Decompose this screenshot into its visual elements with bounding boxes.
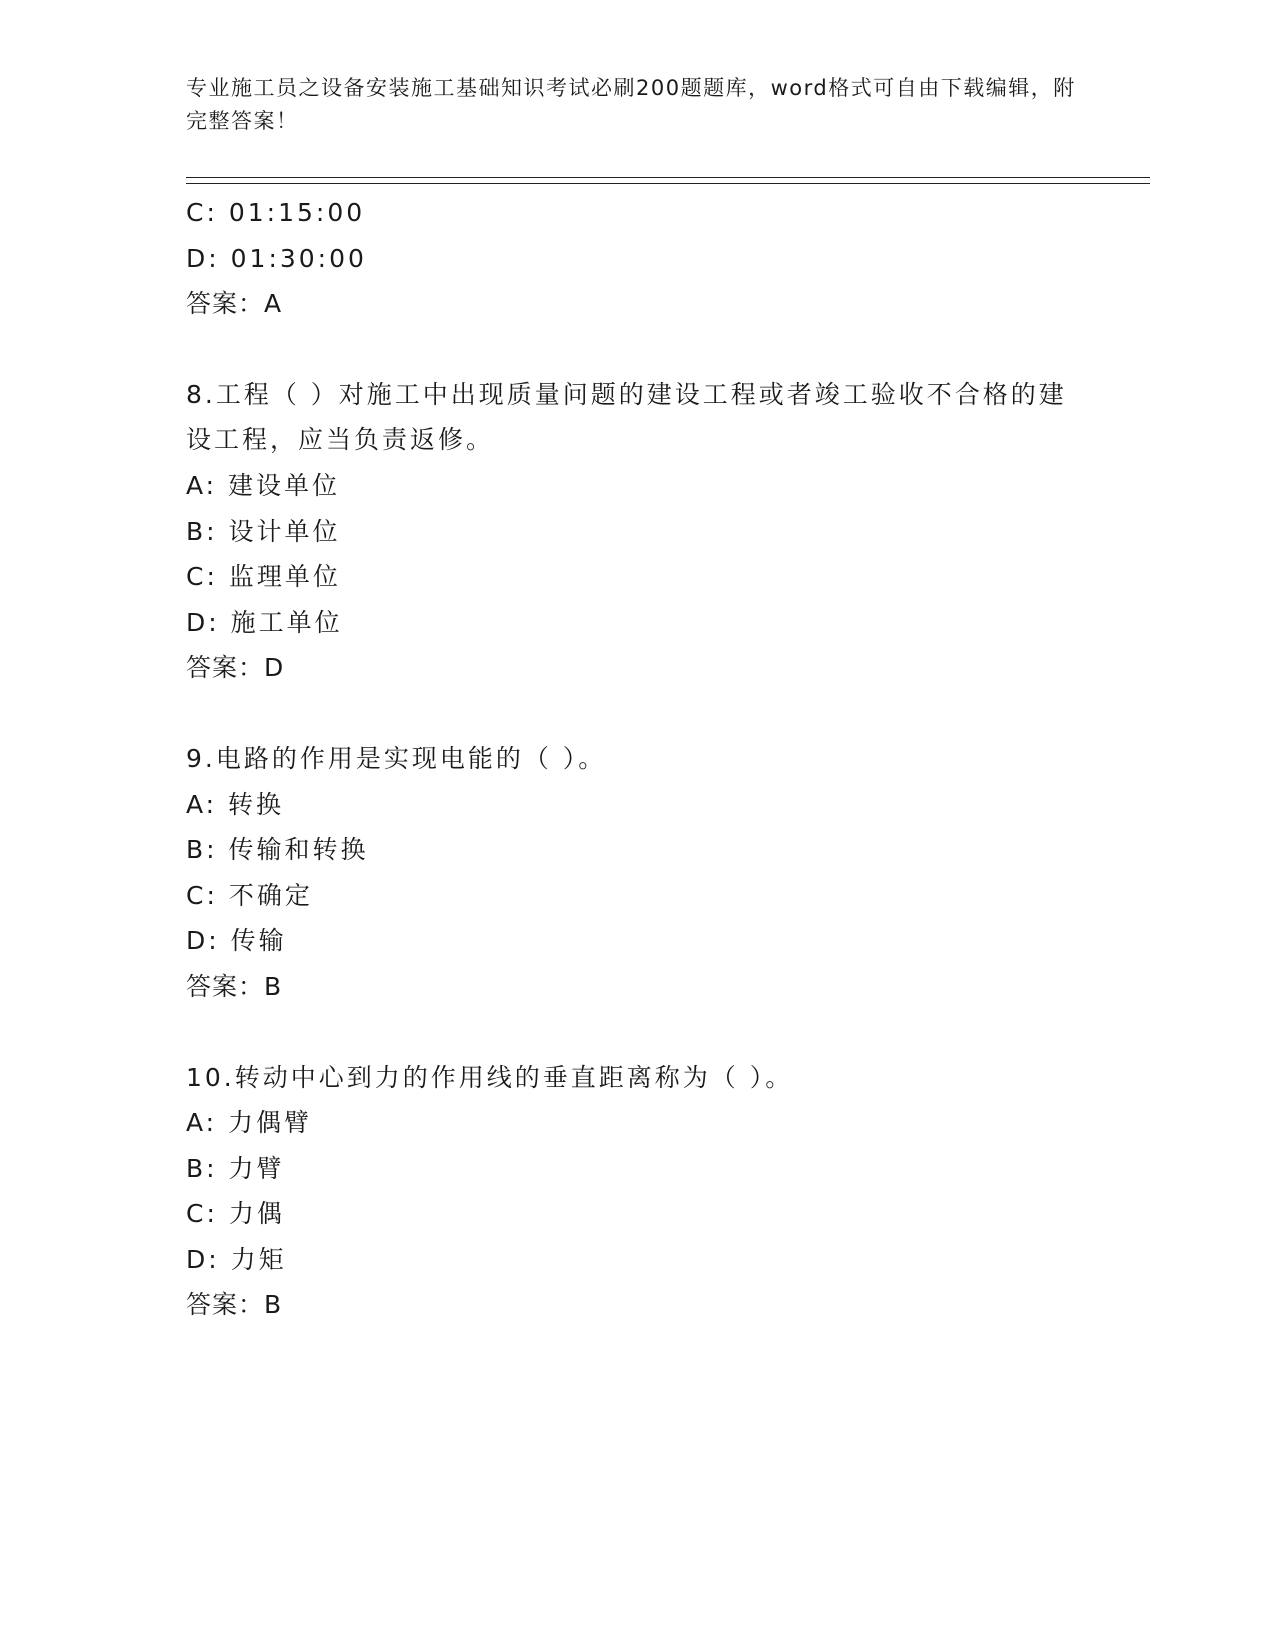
option-b xyxy=(186,1146,1086,1192)
option-text: 力矩 xyxy=(230,1244,287,1274)
option-label: D: xyxy=(186,926,220,956)
option-a xyxy=(186,463,1086,509)
option-label: D: xyxy=(186,1244,220,1274)
question-8 xyxy=(186,372,1086,691)
question-9 xyxy=(186,736,1086,1010)
document-header: 专业施工员之设备安装施工基础知识考试必刷200题题库，word格式可自由下载编辑，附完整答案！ xyxy=(186,76,1076,133)
answer: 答案：D xyxy=(186,653,285,683)
option-c xyxy=(186,1191,1086,1237)
option-d xyxy=(186,918,1086,964)
option-a xyxy=(186,782,1086,828)
answer: 答案：B xyxy=(186,971,283,1001)
option-label: A: xyxy=(186,470,218,500)
option-a xyxy=(186,1100,1086,1146)
option-text: 01:15:00 xyxy=(228,198,366,227)
option-d xyxy=(186,600,1086,646)
option-text: 设计单位 xyxy=(228,516,341,546)
option-d xyxy=(186,1237,1086,1283)
option-text: 力偶臂 xyxy=(228,1108,313,1138)
answer: 答案：A xyxy=(186,289,283,319)
option-d xyxy=(186,236,1086,282)
option-c xyxy=(186,554,1086,600)
question-stem: 10.转动中心到力的作用线的垂直距离称为（ ）。 xyxy=(186,1062,794,1092)
option-label: C: xyxy=(186,1199,218,1229)
question-stem: 8.工程（ ）对施工中出现质量问题的建设工程或者竣工验收不合格的建设工程，应当负责返修。 xyxy=(186,379,1067,455)
answer: 答案：B xyxy=(186,1290,283,1320)
option-text: 力臂 xyxy=(228,1153,285,1183)
option-label: A: xyxy=(186,1108,218,1138)
option-label: B: xyxy=(186,516,218,546)
option-text: 01:30:00 xyxy=(230,243,367,273)
option-label: A: xyxy=(186,789,218,819)
option-b xyxy=(186,827,1086,873)
option-label: D: xyxy=(186,607,220,637)
question-content xyxy=(186,190,1086,1328)
option-text: 转换 xyxy=(228,789,285,819)
option-label: C: xyxy=(186,880,218,910)
option-text: 传输 xyxy=(230,926,287,956)
option-text: 施工单位 xyxy=(230,607,343,637)
option-label: D: xyxy=(186,243,220,273)
option-text: 力偶 xyxy=(228,1199,285,1229)
option-text: 传输和转换 xyxy=(228,835,369,865)
option-label: C: xyxy=(186,198,218,227)
previous-question-tail xyxy=(186,190,1086,327)
option-b xyxy=(186,509,1086,555)
option-label: C: xyxy=(186,562,218,592)
question-10 xyxy=(186,1055,1086,1329)
option-label: B: xyxy=(186,1153,218,1183)
option-text: 不确定 xyxy=(228,880,313,910)
option-text: 监理单位 xyxy=(228,562,341,592)
option-c xyxy=(186,190,1086,236)
option-text: 建设单位 xyxy=(228,470,341,500)
option-label: B: xyxy=(186,835,218,865)
question-stem: 9.电路的作用是实现电能的（ ）。 xyxy=(186,743,607,773)
header-divider xyxy=(186,177,1150,184)
option-c xyxy=(186,873,1086,919)
